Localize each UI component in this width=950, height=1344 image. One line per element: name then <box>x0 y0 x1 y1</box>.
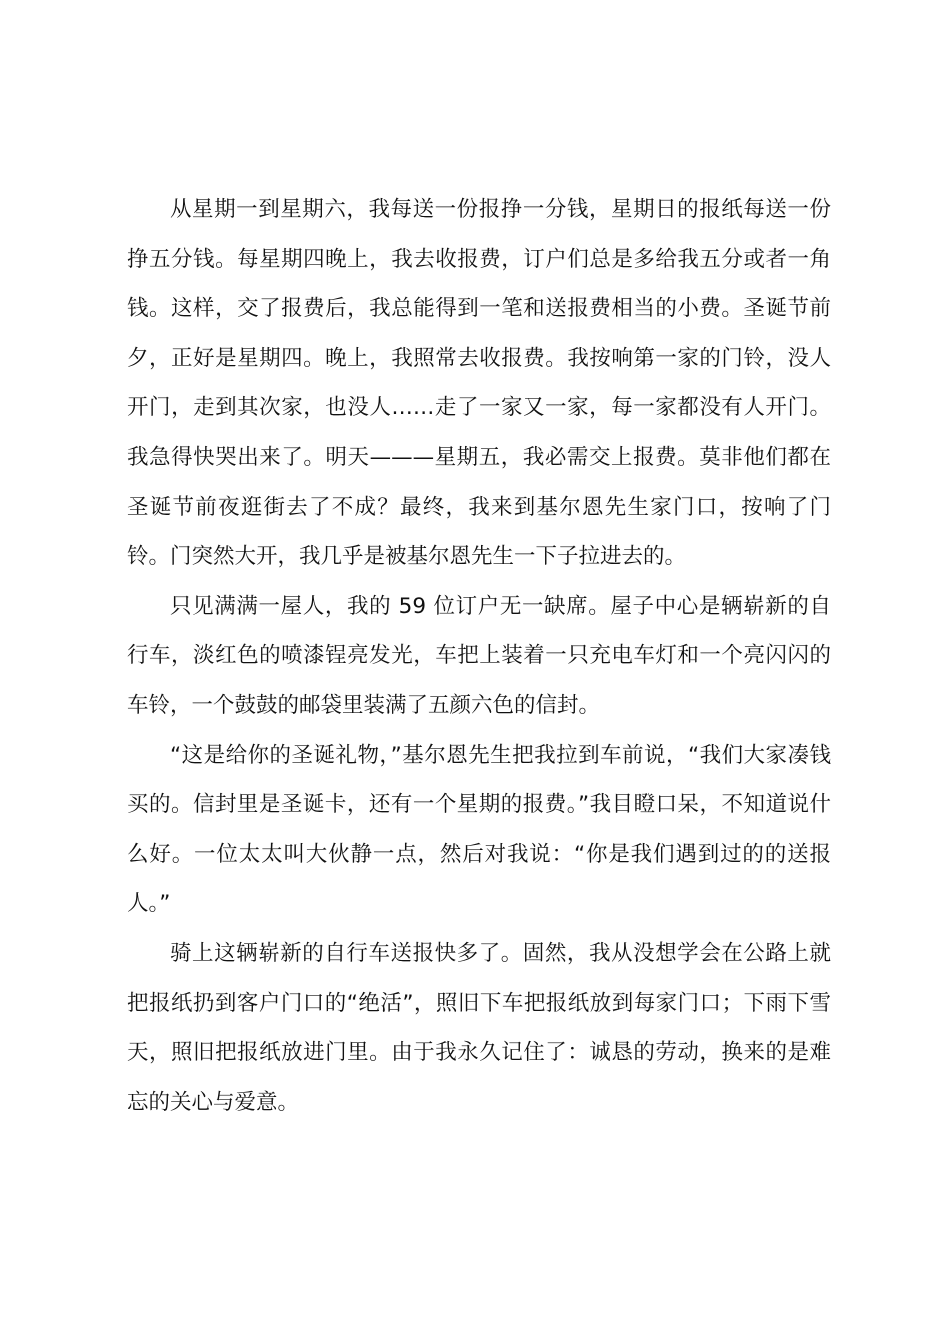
paragraph-4: 骑上这辆崭新的自行车送报快多了。固然，我从没想学会在公路上就把报纸扔到客户门口的“绝活”，照旧下车把报纸放到每家门口；下雨下雪天，照旧把报纸放进门里。由于我永久记住了：诚恳的劳动，换来的是难忘的关心与爱意。 <box>127 940 831 1115</box>
paragraph-2: 只见满满一屋人，我的 59 位订户无一缺席。屋子中心是辆崭新的自行车，淡红色的喷漆锃亮发光，车把上装着一只充电车灯和一个亮闪闪的车铃，一个鼓鼓的邮袋里装满了五颜六色的信封。 <box>127 593 831 718</box>
paragraph-1: 从星期一到星期六，我每送一份报挣一分钱，星期日的报纸每送一份挣五分钱。每星期四晚上，我去收报费，订户们总是多给我五分或者一角钱。这样，交了报费后，我总能得到一笔和送报费相当的小费。圣诞节前夕，正好是星期四。晚上，我照常去收报费。我按响第一家的门铃，没人开门，走到其次家，也没人……走了一家又一家，每一家都没有人开门。我急得快哭出来了。明天———星期五，我必需交上报费。莫非他们都在圣诞节前夜逛街去了不成？最终，我来到基尔恩先生家门口，按响了门铃。门突然大开，我几乎是被基尔恩先生一下子拉进去的。 <box>127 197 831 570</box>
paragraph-3: “这是给你的圣诞礼物，”基尔恩先生把我拉到车前说，“我们大家凑钱买的。信封里是圣诞卡，还有一个星期的报费。”我目瞪口呆，不知道说什么好。一位太太叫大伙静一点，然后对我说：“你是我们遇到过的的送报人。” <box>127 742 831 917</box>
document-body <box>127 185 831 1127</box>
